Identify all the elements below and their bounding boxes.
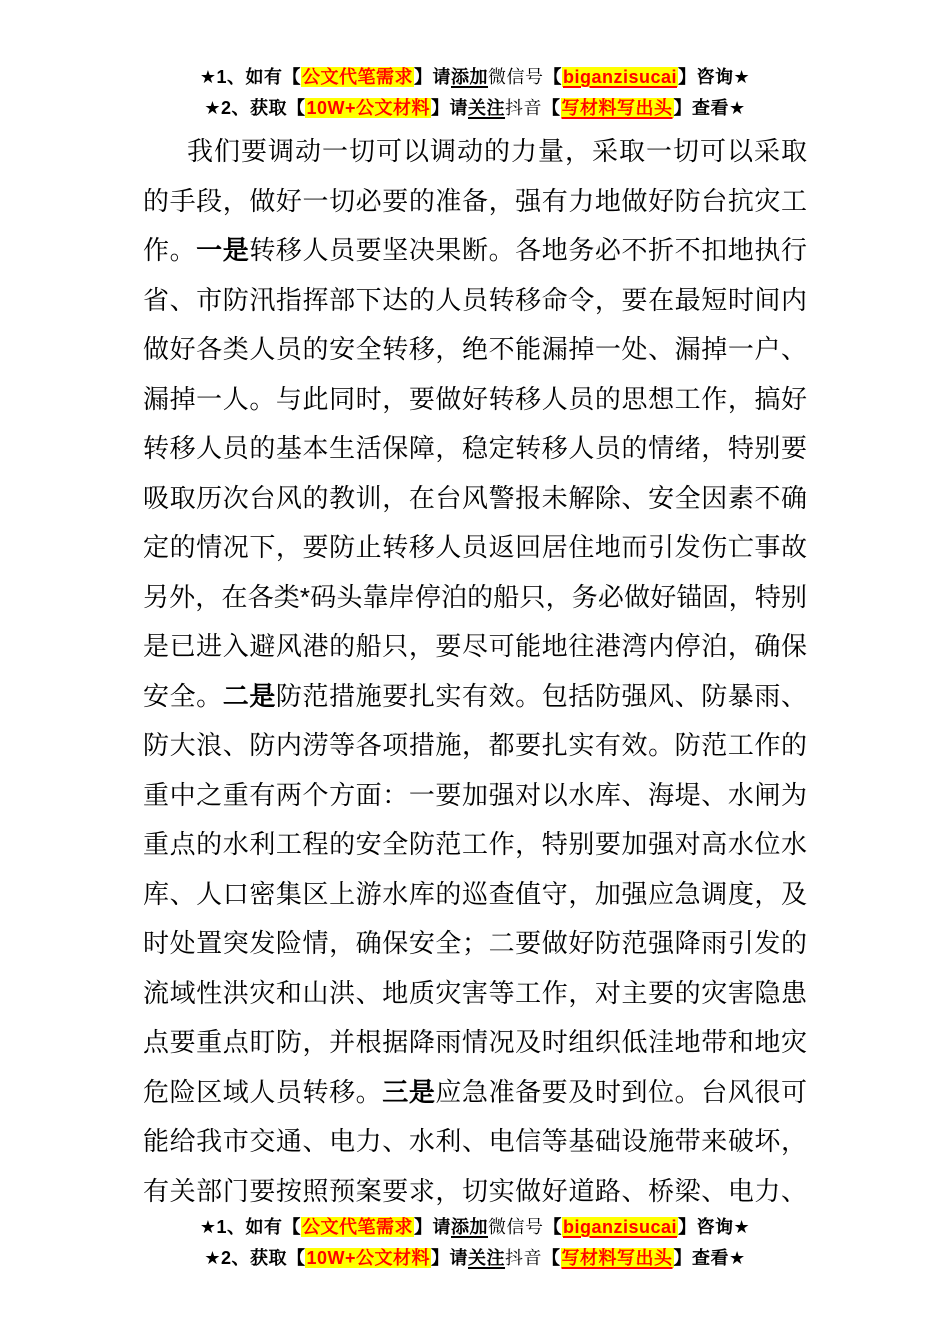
promo-segment-bold: 】咨询★ (678, 1217, 751, 1237)
body-text-run: 重中之重有两个方面：一要加强对以水库、海堤、水闸为 (143, 779, 807, 810)
promo-segment-bold: 】查看★ (673, 98, 746, 118)
promo-segment-bold-underline: 添加 (450, 67, 488, 87)
promo-segment-bold: 】请 (431, 1248, 469, 1268)
promo-segment-highlight: 10W+公文材料 (306, 98, 431, 118)
promo-segment-bold: ★1、如有【 (199, 67, 301, 87)
body-line (143, 1018, 807, 1068)
promo-segment-bold: 【 (543, 1217, 562, 1237)
body-emphasis: 一是 (196, 235, 250, 265)
body-line (143, 771, 807, 821)
body-line (143, 375, 807, 425)
body-text-run: 吸取历次台风的教训，在台风警报未解除、安全因素不确 (143, 482, 807, 513)
body-text-run: 的手段，做好一切必要的准备，强有力地做好防台抗灾工 (143, 185, 807, 216)
body-line (143, 919, 807, 969)
promo-line1 (0, 62, 950, 93)
body-text-run: 做好各类人员的安全转移，绝不能漏掉一处、漏掉一户、 (143, 334, 807, 364)
promo-segment-regular: 微信号 (487, 67, 544, 87)
body-line (143, 721, 807, 771)
body-text-run: 转移人员的基本生活保障，稳定转移人员的情绪，特别要 (143, 433, 807, 463)
promo-segment-highlight-underline: 写材料写出头 (561, 98, 673, 118)
body-text-run: 漏掉一人。与此同时，要做好转移人员的思想工作，搞好 (143, 383, 807, 414)
promo-segment-bold: ★2、获取【 (204, 1248, 306, 1268)
body-text-run: 有关部门要按照预案要求，切实做好道路、桥梁、电力、 (143, 1175, 807, 1206)
promo-segment-bold: 【 (543, 67, 562, 87)
promo-segment-regular: 微信号 (487, 1217, 544, 1237)
body-emphasis: 三是 (382, 1076, 436, 1107)
promo-line1 (0, 1212, 950, 1243)
promo-line2 (0, 1243, 950, 1274)
promo-segment-highlight-underline: biganzisucai (562, 67, 678, 87)
body-line (143, 325, 807, 375)
body-line (143, 276, 807, 326)
promo-segment-bold: 【 (542, 98, 561, 118)
body-text-run: 作。 (143, 235, 197, 265)
body-text-run: 省、市防汛指挥部下达的人员转移命令，要在最短时间内 (143, 284, 807, 315)
body-text-run: 安全。 (143, 680, 223, 711)
promo-segment-bold-underline: 添加 (450, 1217, 488, 1237)
body-text-run: 转移人员要坚决果断。各地务必不折不扣地执行 (249, 235, 807, 265)
body-line (143, 424, 807, 474)
promo-segment-regular: 抖音 (505, 98, 543, 118)
promo-line2 (0, 93, 950, 124)
promo-segment-bold: 】咨询★ (678, 67, 751, 87)
body-text-run: 另外，在各类*码头靠岸停泊的船只，务必做好锚固，特别 (143, 581, 807, 612)
promo-segment-bold: 】请 (413, 67, 451, 87)
promo-segment-bold: ★1、如有【 (199, 1217, 301, 1237)
body-text-run: 防范措施要扎实有效。包括防强风、防暴雨、 (275, 680, 807, 711)
promo-segment-bold: ★2、获取【 (204, 98, 306, 118)
promo-segment-bold-underline: 关注 (468, 1248, 506, 1268)
body-line (143, 474, 807, 524)
body-line (143, 672, 807, 722)
body-text-run: 点要重点盯防，并根据降雨情况及时组织低洼地带和地灾 (143, 1027, 807, 1057)
body-text-run: 是已进入避风港的船只，要尽可能地往港湾内停泊，确保 (143, 631, 807, 661)
promo-segment-bold: 】查看★ (673, 1248, 746, 1268)
body-text-run: 流域性洪灾和山洪、地质灾害等工作，对主要的灾害隐患 (143, 977, 807, 1008)
body-line (143, 177, 807, 227)
body-line (143, 1167, 807, 1217)
body-text-run: 重点的水利工程的安全防范工作，特别要加强对高水位水 (143, 829, 807, 859)
body-text-run: 防大浪、防内涝等各项措施，都要扎实有效。防范工作的 (143, 730, 807, 760)
body-text-run: 应急准备要及时到位。台风很可 (435, 1076, 807, 1107)
promo-segment-regular: 抖音 (505, 1248, 543, 1268)
document-body (143, 127, 807, 1216)
promo-segment-bold-underline: 关注 (468, 98, 506, 118)
body-line (143, 622, 807, 672)
promo-segment-bold: 】请 (413, 1217, 451, 1237)
promo-segment-highlight: 10W+公文材料 (306, 1248, 431, 1268)
promo-segment-highlight: 公文代笔需求 (301, 67, 413, 87)
promo-segment-highlight-underline: biganzisucai (562, 1217, 678, 1237)
body-text-run: 我们要调动一切可以调动的力量，采取一切可以采取 (187, 136, 807, 166)
promo-segment-highlight: 公文代笔需求 (301, 1217, 413, 1237)
body-line (143, 820, 807, 870)
body-emphasis: 二是 (222, 680, 276, 711)
body-line (143, 226, 807, 276)
promo-segment-bold: 】请 (431, 98, 469, 118)
body-text-run: 能给我市交通、电力、水利、电信等基础设施带来破坏， (143, 1126, 807, 1156)
promo-banner-header (0, 62, 950, 124)
promo-banner-footer (0, 1212, 950, 1274)
body-line (143, 1117, 807, 1167)
body-text-run: 定的情况下，要防止转移人员返回居住地而引发伤亡事故 (143, 532, 807, 562)
body-line (143, 870, 807, 920)
promo-segment-bold: 【 (542, 1248, 561, 1268)
body-text-run: 时处置突发险情，确保安全；二要做好防范强降雨引发的 (143, 928, 807, 958)
body-line (143, 523, 807, 573)
body-text-run: 库、人口密集区上游水库的巡查值守，加强应急调度，及 (143, 878, 807, 909)
body-line (143, 1068, 807, 1118)
body-line (143, 573, 807, 623)
body-text-run: 危险区域人员转移。 (143, 1076, 383, 1107)
body-line (143, 969, 807, 1019)
body-line (143, 127, 807, 177)
promo-segment-highlight-underline: 写材料写出头 (561, 1248, 673, 1268)
